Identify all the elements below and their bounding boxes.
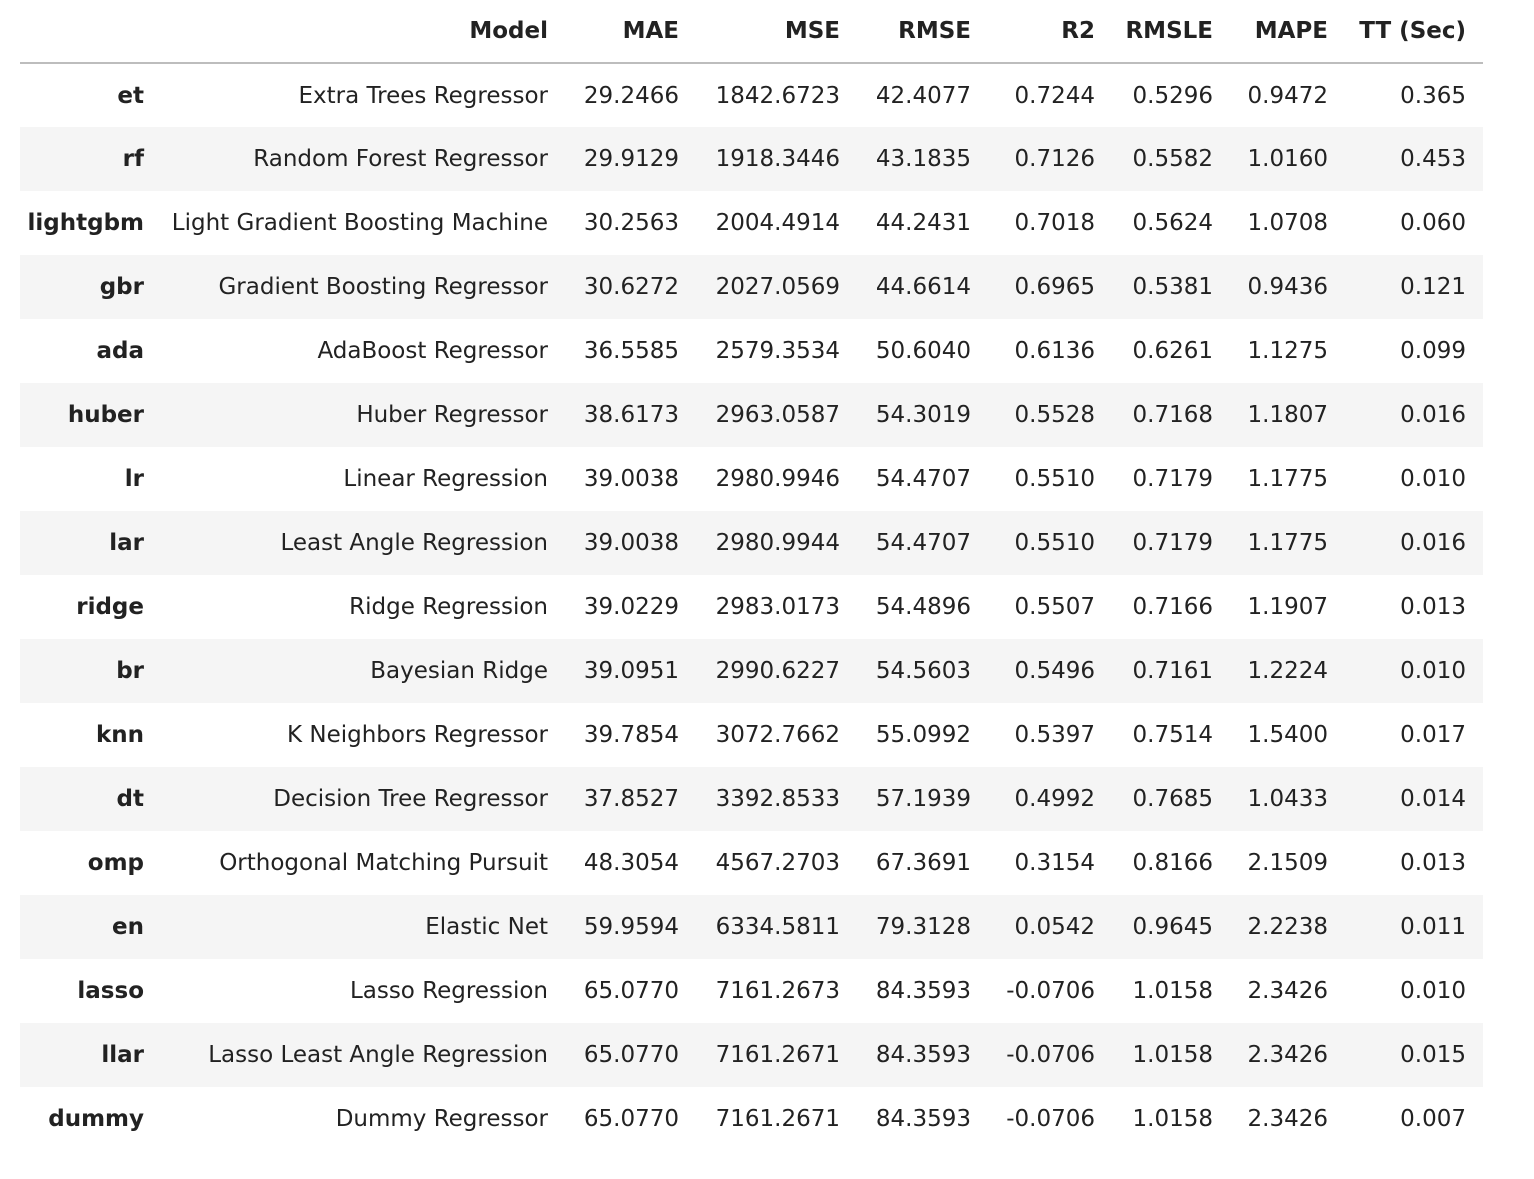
cell-r2: 0.5496 (1014, 658, 1095, 684)
table-header (20, 0, 1483, 63)
cell-rmsle: 0.9645 (1132, 914, 1213, 940)
cell-mse: 2983.0173 (715, 594, 840, 620)
cell-mse: 2004.4914 (715, 210, 840, 236)
cell-rmsle: 0.8166 (1132, 850, 1213, 876)
cell-rmse: 54.4896 (875, 594, 971, 620)
cell-rmse: 55.0992 (875, 722, 971, 748)
cell-mape: 1.5400 (1247, 722, 1328, 748)
row-index: ridge (76, 594, 144, 620)
model-comparison-table-container (20, 0, 1483, 1151)
cell-mape: 1.0433 (1247, 786, 1328, 812)
cell-mape: 2.1509 (1247, 850, 1328, 876)
row-index: lightgbm (27, 210, 144, 236)
table-row (20, 383, 1483, 447)
cell-mse: 6334.5811 (715, 914, 840, 940)
cell-tt-sec: 0.016 (1400, 530, 1466, 556)
cell-model: Decision Tree Regressor (273, 786, 548, 812)
cell-mse: 7161.2671 (715, 1042, 840, 1068)
cell-mae: 30.2563 (583, 210, 679, 236)
cell-mse: 1918.3446 (715, 146, 840, 172)
header-rmse: RMSE (857, 0, 988, 63)
cell-r2: 0.5528 (1014, 402, 1095, 428)
table-row (20, 639, 1483, 703)
cell-model: Random Forest Regressor (253, 146, 548, 172)
table-row (20, 831, 1483, 895)
cell-tt-sec: 0.010 (1400, 978, 1466, 1004)
cell-rmse: 84.3593 (875, 1106, 971, 1132)
cell-rmsle: 0.7161 (1132, 658, 1213, 684)
cell-rmse: 84.3593 (875, 978, 971, 1004)
row-index: rf (122, 146, 144, 172)
cell-rmse: 44.6614 (875, 274, 971, 300)
header-row (20, 0, 1483, 63)
cell-mse: 2027.0569 (715, 274, 840, 300)
row-index: omp (87, 850, 144, 876)
row-index: gbr (99, 274, 144, 300)
table-row (20, 447, 1483, 511)
cell-mae: 38.6173 (583, 402, 679, 428)
cell-mape: 1.1775 (1247, 530, 1328, 556)
cell-r2: 0.7126 (1014, 146, 1095, 172)
cell-mae: 39.0229 (583, 594, 679, 620)
cell-model: Huber Regressor (356, 402, 548, 428)
header-tt-sec: TT (Sec) (1345, 0, 1483, 63)
cell-rmsle: 0.7514 (1132, 722, 1213, 748)
cell-mse: 4567.2703 (715, 850, 840, 876)
cell-mse: 7161.2671 (715, 1106, 840, 1132)
header-index (20, 0, 161, 63)
cell-tt-sec: 0.015 (1400, 1042, 1466, 1068)
cell-tt-sec: 0.365 (1400, 82, 1466, 109)
cell-mape: 2.3426 (1247, 978, 1328, 1004)
cell-rmse: 54.4707 (875, 466, 971, 492)
table-row (20, 1087, 1483, 1151)
cell-model: Light Gradient Boosting Machine (171, 210, 548, 236)
cell-mae: 36.5585 (583, 338, 679, 364)
row-index: et (117, 82, 144, 109)
cell-mse: 2579.3534 (715, 338, 840, 364)
cell-r2: -0.0706 (1006, 1106, 1095, 1132)
row-index: br (116, 658, 144, 684)
cell-model: Orthogonal Matching Pursuit (219, 850, 548, 876)
cell-tt-sec: 0.014 (1400, 786, 1466, 812)
cell-model: Elastic Net (425, 914, 548, 940)
cell-rmse: 54.5603 (875, 658, 971, 684)
row-index: en (112, 914, 144, 940)
cell-rmsle: 1.0158 (1132, 1042, 1213, 1068)
cell-mape: 1.1807 (1247, 402, 1328, 428)
cell-r2: 0.3154 (1014, 850, 1095, 876)
cell-mse: 3392.8533 (715, 786, 840, 812)
table-row (20, 255, 1483, 319)
cell-mae: 65.0770 (583, 1042, 679, 1068)
table-row (20, 1023, 1483, 1087)
row-index: lr (124, 466, 144, 492)
cell-rmsle: 0.7685 (1132, 786, 1213, 812)
row-index: ada (96, 338, 144, 364)
table-row (20, 511, 1483, 575)
cell-tt-sec: 0.011 (1400, 914, 1466, 940)
cell-mape: 1.1907 (1247, 594, 1328, 620)
row-index: llar (101, 1042, 144, 1068)
table-body (20, 63, 1483, 1151)
cell-mape: 1.2224 (1247, 658, 1328, 684)
cell-mse: 2990.6227 (715, 658, 840, 684)
cell-r2: 0.7018 (1014, 210, 1095, 236)
cell-tt-sec: 0.013 (1400, 594, 1466, 620)
cell-tt-sec: 0.010 (1400, 466, 1466, 492)
cell-rmse: 44.2431 (875, 210, 971, 236)
cell-mse: 3072.7662 (715, 722, 840, 748)
cell-tt-sec: 0.007 (1400, 1106, 1466, 1132)
cell-mae: 65.0770 (583, 1106, 679, 1132)
table-row (20, 319, 1483, 383)
cell-mae: 65.0770 (583, 978, 679, 1004)
header-mape: MAPE (1230, 0, 1345, 63)
cell-model: Ridge Regression (349, 594, 548, 620)
cell-model: Bayesian Ridge (370, 658, 548, 684)
cell-rmsle: 0.5296 (1132, 82, 1213, 109)
cell-rmse: 57.1939 (875, 786, 971, 812)
cell-tt-sec: 0.453 (1400, 146, 1466, 172)
cell-mse: 2963.0587 (715, 402, 840, 428)
cell-mae: 29.2466 (583, 82, 679, 109)
cell-model: Least Angle Regression (280, 530, 548, 556)
cell-r2: 0.6136 (1014, 338, 1095, 364)
cell-r2: 0.5510 (1014, 530, 1095, 556)
model-comparison-table (20, 0, 1483, 1151)
cell-r2: 0.5507 (1014, 594, 1095, 620)
cell-model: Dummy Regressor (335, 1106, 548, 1132)
cell-mae: 39.7854 (583, 722, 679, 748)
table-row (20, 959, 1483, 1023)
cell-rmse: 50.6040 (875, 338, 971, 364)
cell-rmsle: 0.6261 (1132, 338, 1213, 364)
cell-model: Extra Trees Regressor (298, 82, 548, 109)
row-index: lar (109, 530, 144, 556)
cell-r2: 0.5510 (1014, 466, 1095, 492)
cell-model: Lasso Least Angle Regression (208, 1042, 548, 1068)
cell-mae: 48.3054 (583, 850, 679, 876)
header-mse: MSE (696, 0, 857, 63)
cell-mae: 37.8527 (583, 786, 679, 812)
cell-tt-sec: 0.060 (1400, 210, 1466, 236)
cell-mape: 2.3426 (1247, 1106, 1328, 1132)
cell-rmsle: 0.7179 (1132, 530, 1213, 556)
cell-r2: -0.0706 (1006, 1042, 1095, 1068)
cell-mse: 2980.9944 (715, 530, 840, 556)
table-row (20, 127, 1483, 191)
table-row (20, 63, 1483, 127)
cell-rmse: 42.4077 (875, 82, 971, 109)
cell-model: AdaBoost Regressor (317, 338, 548, 364)
cell-model: Lasso Regression (349, 978, 548, 1004)
cell-r2: 0.0542 (1014, 914, 1095, 940)
cell-tt-sec: 0.099 (1400, 338, 1466, 364)
cell-mae: 39.0951 (583, 658, 679, 684)
row-index: huber (67, 402, 144, 428)
cell-rmsle: 0.7166 (1132, 594, 1213, 620)
cell-mse: 1842.6723 (715, 82, 840, 109)
cell-rmsle: 0.5381 (1132, 274, 1213, 300)
table-row (20, 191, 1483, 255)
cell-model: K Neighbors Regressor (286, 722, 548, 748)
cell-rmse: 84.3593 (875, 1042, 971, 1068)
row-index: dummy (48, 1106, 144, 1132)
cell-rmsle: 0.5624 (1132, 210, 1213, 236)
cell-model: Gradient Boosting Regressor (218, 274, 548, 300)
cell-model: Linear Regression (343, 466, 548, 492)
cell-mape: 0.9436 (1247, 274, 1328, 300)
cell-mape: 1.0160 (1247, 146, 1328, 172)
cell-tt-sec: 0.013 (1400, 850, 1466, 876)
cell-mape: 0.9472 (1247, 82, 1328, 109)
cell-mae: 29.9129 (583, 146, 679, 172)
cell-rmsle: 0.7168 (1132, 402, 1213, 428)
cell-rmsle: 0.7179 (1132, 466, 1213, 492)
cell-rmsle: 0.5582 (1132, 146, 1213, 172)
header-r2: R2 (988, 0, 1112, 63)
cell-r2: 0.5397 (1014, 722, 1095, 748)
cell-rmsle: 1.0158 (1132, 1106, 1213, 1132)
cell-r2: -0.0706 (1006, 978, 1095, 1004)
cell-rmsle: 1.0158 (1132, 978, 1213, 1004)
cell-mape: 1.0708 (1247, 210, 1328, 236)
header-mae: MAE (565, 0, 696, 63)
table-row (20, 703, 1483, 767)
row-index: knn (95, 722, 144, 748)
cell-r2: 0.4992 (1014, 786, 1095, 812)
cell-r2: 0.6965 (1014, 274, 1095, 300)
cell-mae: 39.0038 (583, 466, 679, 492)
cell-rmse: 54.4707 (875, 530, 971, 556)
row-index: lasso (77, 978, 144, 1004)
header-model: Model (161, 0, 565, 63)
cell-tt-sec: 0.121 (1400, 274, 1466, 300)
cell-rmse: 67.3691 (875, 850, 971, 876)
header-rmsle: RMSLE (1112, 0, 1230, 63)
cell-mse: 2980.9946 (715, 466, 840, 492)
cell-mape: 1.1275 (1247, 338, 1328, 364)
cell-mae: 39.0038 (583, 530, 679, 556)
cell-mae: 59.9594 (583, 914, 679, 940)
cell-tt-sec: 0.010 (1400, 658, 1466, 684)
table-row (20, 575, 1483, 639)
cell-tt-sec: 0.017 (1400, 722, 1466, 748)
cell-mape: 2.3426 (1247, 1042, 1328, 1068)
cell-mae: 30.6272 (583, 274, 679, 300)
cell-rmse: 43.1835 (875, 146, 971, 172)
cell-rmse: 54.3019 (875, 402, 971, 428)
cell-mape: 2.2238 (1247, 914, 1328, 940)
table-row (20, 767, 1483, 831)
cell-r2: 0.7244 (1014, 82, 1095, 109)
table-row (20, 895, 1483, 959)
cell-tt-sec: 0.016 (1400, 402, 1466, 428)
cell-mse: 7161.2673 (715, 978, 840, 1004)
cell-mape: 1.1775 (1247, 466, 1328, 492)
cell-rmse: 79.3128 (875, 914, 971, 940)
row-index: dt (116, 786, 144, 812)
